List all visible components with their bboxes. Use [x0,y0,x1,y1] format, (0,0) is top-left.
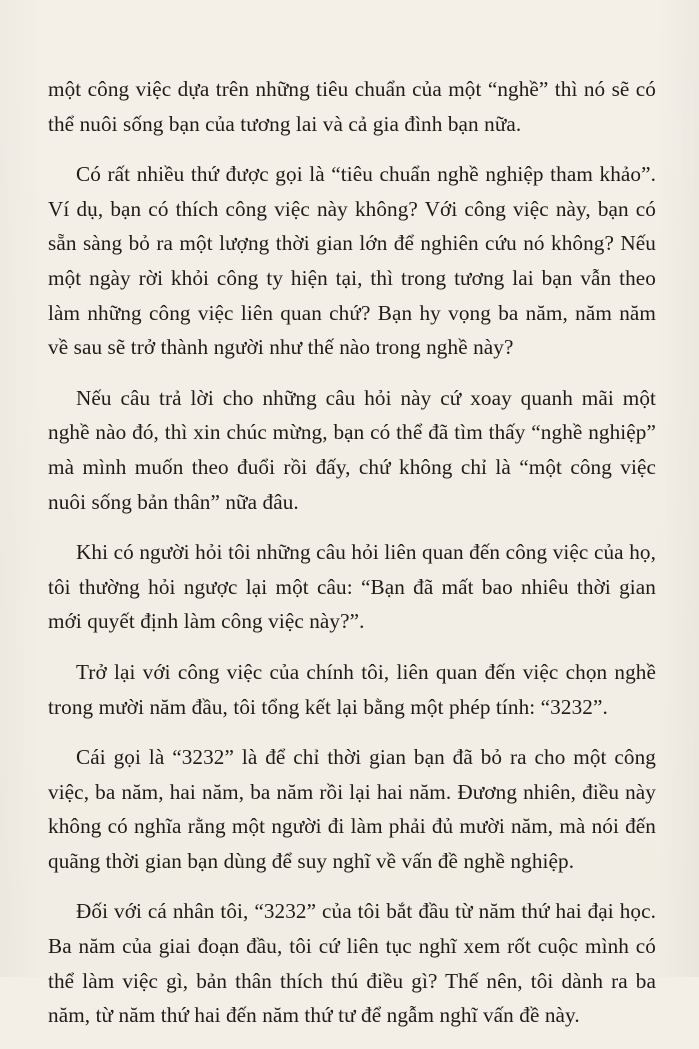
paragraph-2: Có rất nhiều thứ được gọi là “tiêu chuẩn nghề nghiệp tham khảo”. Ví dụ, bạn có thích công việc này không? Với công việc này, bạn có sẵn sàng bỏ ra một lượng thời gian lớn để nghiên cứu nó không? Nếu một ngày rời khỏi công ty hiện tại, thì trong tương lai bạn vẫn theo làm những công việc liên quan chứ? Bạn hy vọng ba năm, năm năm về sau sẽ trở thành người như thế nào trong nghề này? [48,162,656,360]
paragraph-6: Cái gọi là “3232” là để chỉ thời gian bạn đã bỏ ra cho một công việc, ba năm, hai năm, ba năm rồi lại hai năm. Đương nhiên, điều này không có nghĩa rằng một người đi làm phải đủ mười năm, mà nói đến quãng thời gian bạn dùng để suy nghĩ về vấn đề nghề nghiệp. [48,745,656,873]
paragraph-1: một công việc dựa trên những tiêu chuẩn của một “nghề” thì nó sẽ có thể nuôi sống bạn của tương lai và cả gia đình bạn nữa. [48,77,656,136]
paragraph-4: Khi có người hỏi tôi những câu hỏi liên quan đến công việc của họ, tôi thường hỏi ngược lại một câu: “Bạn đã mất bao nhiêu thời gian mới quyết định làm công việc này?”. [48,540,656,634]
body-text [48,72,656,1049]
paragraph-5: Trở lại với công việc của chính tôi, liên quan đến việc chọn nghề trong mười năm đầu, tôi tổng kết lại bằng một phép tính: “3232”. [48,659,656,719]
paragraph-3: Nếu câu trả lời cho những câu hỏi này cứ xoay quanh mãi một nghề nào đó, thì xin chúc mừng, bạn có thể đã tìm thấy “nghề nghiệp” mà mình muốn theo đuổi rồi đấy, chứ không chỉ là “một công việc nuôi sống bản thân” nữa đâu. [48,385,656,514]
paragraph-7: Đối với cá nhân tôi, “3232” của tôi bắt đầu từ năm thứ hai đại học. Ba năm của giai đoạn đầu, tôi cứ liên tục nghĩ xem rốt cuộc mình có thể làm việc gì, bản thân thích thú điều gì? Thế nên, tôi dành ra ba năm, từ năm thứ hai đến năm thứ tư để ngẫm nghĩ vấn đề này. [48,899,656,1028]
